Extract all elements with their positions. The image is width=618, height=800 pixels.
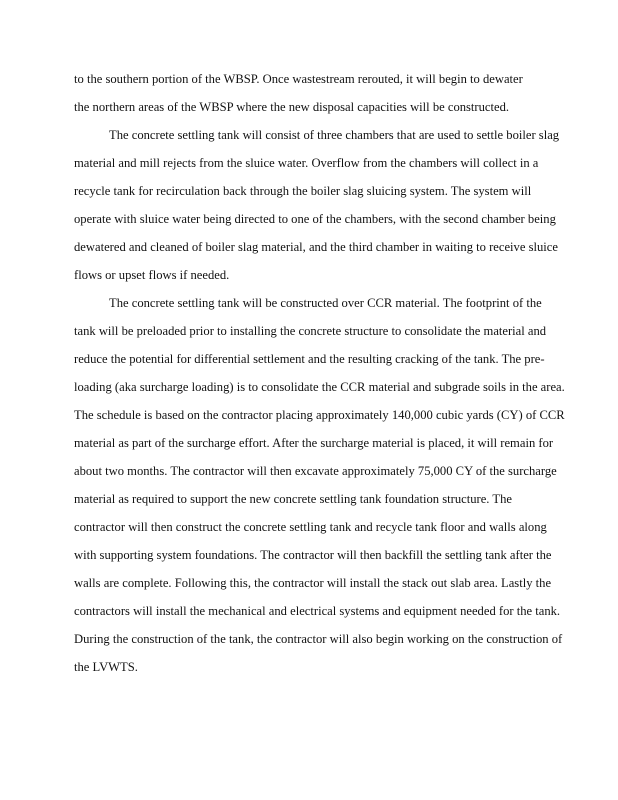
text-line: reduce the potential for differential settlement and the resulting cracking of the tank. The pre- xyxy=(74,352,545,366)
text-line: During the construction of the tank, the contractor will also begin working on the construction of xyxy=(74,632,563,646)
text-line: material as required to support the new concrete settling tank foundation structure. The xyxy=(74,492,512,506)
text-line: The concrete settling tank will consist of three chambers that are used to settle boiler slag xyxy=(109,128,560,142)
text-line: operate with sluice water being directed to one of the chambers, with the second chamber being xyxy=(74,212,556,226)
text-line: contractors will install the mechanical and electrical systems and equipment needed for the tank. xyxy=(74,604,561,618)
text-line: walls are complete. Following this, the contractor will install the stack out slab area. Lastly the xyxy=(74,576,552,590)
text-line: The concrete settling tank will be constructed over CCR material. The footprint of the xyxy=(109,296,542,310)
text-line: material as part of the surcharge effort. After the surcharge material is placed, it will remain for xyxy=(74,436,554,450)
text-line: loading (aka surcharge loading) is to consolidate the CCR material and subgrade soils in the area. xyxy=(74,380,565,394)
text-line: to the southern portion of the WBSP. Once wastestream rerouted, it will begin to dewater xyxy=(74,72,523,86)
text-line: contractor will then construct the concrete settling tank and recycle tank floor and walls along xyxy=(74,520,547,534)
text-line: The schedule is based on the contractor placing approximately 140,000 cubic yards (CY) of CCR xyxy=(74,408,565,422)
text-line: about two months. The contractor will then excavate approximately 75,000 CY of the surcharge xyxy=(74,464,557,478)
text-line: flows or upset flows if needed. xyxy=(74,268,230,282)
text-line: with supporting system foundations. The contractor will then backfill the settling tank after the xyxy=(74,548,552,562)
text-line: the northern areas of the WBSP where the new disposal capacities will be constructed. xyxy=(74,100,510,114)
text-line: tank will be preloaded prior to installing the concrete structure to consolidate the material and xyxy=(74,324,547,338)
text-line: the LVWTS. xyxy=(74,660,138,674)
text-line: dewatered and cleaned of boiler slag material, and the third chamber in waiting to receive sluice xyxy=(74,240,558,254)
text-line: recycle tank for recirculation back through the boiler slag sluicing system. The system will xyxy=(74,184,532,198)
text-line: material and mill rejects from the sluice water. Overflow from the chambers will collect in a xyxy=(74,156,539,170)
